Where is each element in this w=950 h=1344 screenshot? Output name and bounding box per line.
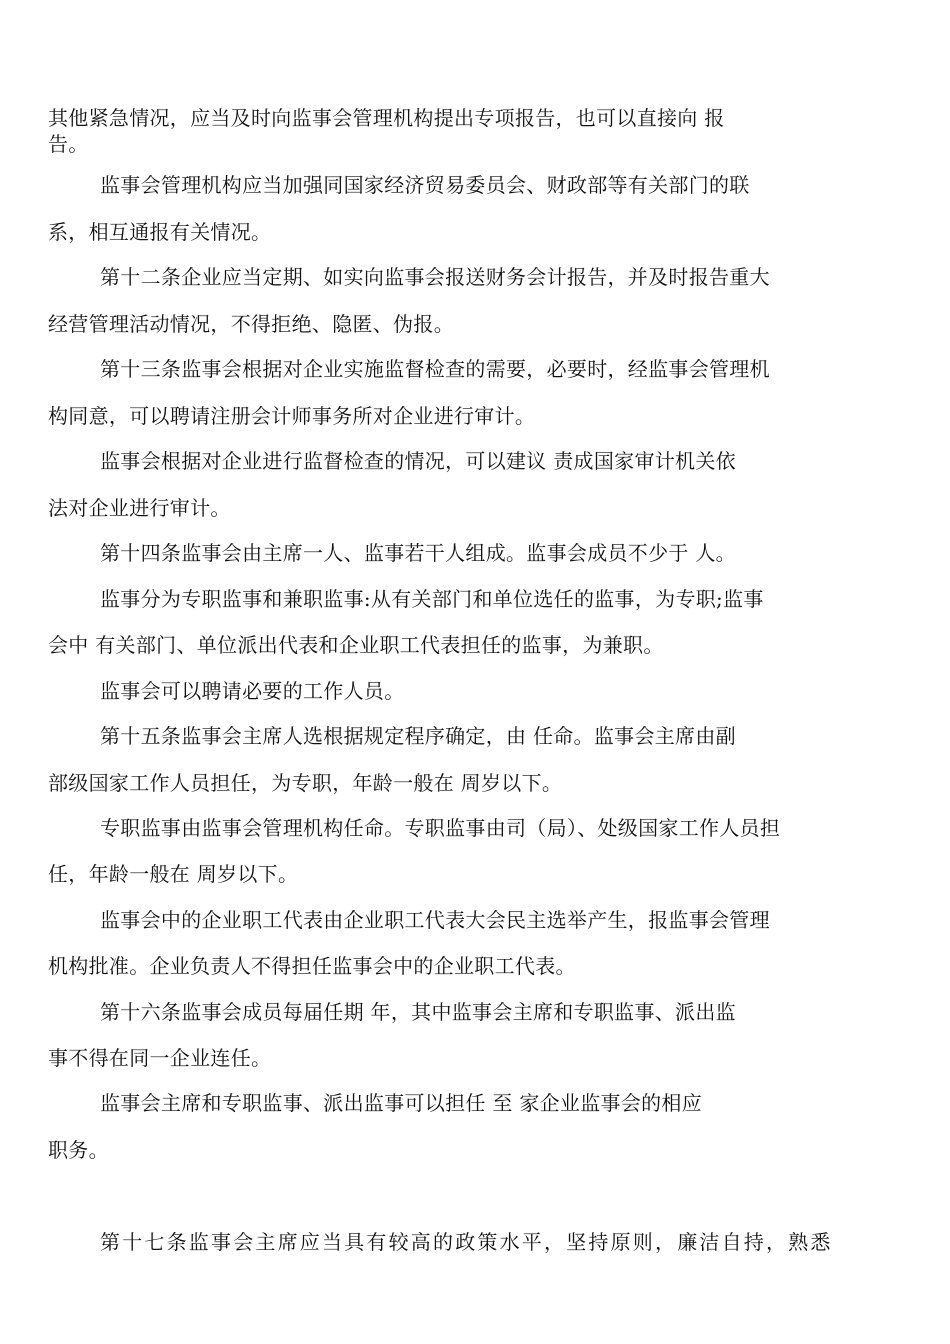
paragraph-start: 监事会根据对企业进行监督检查的情况，可以建议 责成国家审计机关依: [100, 449, 736, 473]
article-15-start: 第十五条监事会主席人选根据规定程序确定，由 任命。监事会主席由副: [100, 724, 736, 748]
paragraph-start: 专职监事由监事会管理机构任命。专职监事由司（局）、处级国家工作人员担: [100, 816, 781, 840]
text-line: 机构批准。企业负责人不得担任监事会中的企业职工代表。: [48, 954, 576, 978]
text-line: 会中 有关部门、单位派出代表和企业职工代表担任的监事，为兼职。: [48, 633, 664, 657]
text-line: 构同意，可以聘请注册会计师事务所对企业进行审计。: [48, 404, 536, 428]
text-line: 事不得在同一企业连任。: [48, 1046, 272, 1070]
paragraph-start: 监事会中的企业职工代表由企业职工代表大会民主选举产生，报监事会管理: [100, 908, 770, 932]
text-line: 系，相互通报有关情况。: [48, 220, 272, 244]
text-line: 经营管理活动情况，不得拒绝、隐匿、伪报。: [48, 312, 454, 336]
text-line: 法对企业进行审计。: [48, 496, 231, 520]
text-line: 其他紧急情况，应当及时向监事会管理机构提出专项报告，也可以直接向 报: [48, 106, 725, 130]
paragraph-start: 监事分为专职监事和兼职监事:从有关部门和单位选任的监事，为专职;监事: [100, 587, 764, 611]
text-line: 任，年龄一般在 周岁以下。: [48, 862, 299, 886]
article-13-start: 第十三条监事会根据对企业实施监督检查的需要，必要时，经监事会管理机: [100, 357, 770, 381]
text-line: 告。: [48, 132, 89, 156]
article-17-start: 第十七条监事会主席应当具有较高的政策水平，坚持原则，廉洁自持，熟悉: [100, 1230, 833, 1254]
paragraph-start: 监事会主席和专职监事、派出监事可以担任 至 家企业监事会的相应: [100, 1091, 703, 1115]
article-14-start: 第十四条监事会由主席一人、监事若干人组成。监事会成员不少于 人。: [100, 541, 736, 565]
article-12-start: 第十二条企业应当定期、如实向监事会报送财务会计报告，并及时报告重大: [100, 265, 770, 289]
paragraph-start: 监事会可以聘请必要的工作人员。: [100, 679, 405, 703]
text-line: 职务。: [48, 1138, 109, 1162]
text-line: 部级国家工作人员担任，为专职，年龄一般在 周岁以下。: [48, 771, 563, 795]
article-16-start: 第十六条监事会成员每届任期 年，其中监事会主席和专职监事、派出监: [100, 1000, 736, 1024]
paragraph-start: 监事会管理机构应当加强同国家经济贸易委员会、财政部等有关部门的联: [100, 173, 750, 197]
